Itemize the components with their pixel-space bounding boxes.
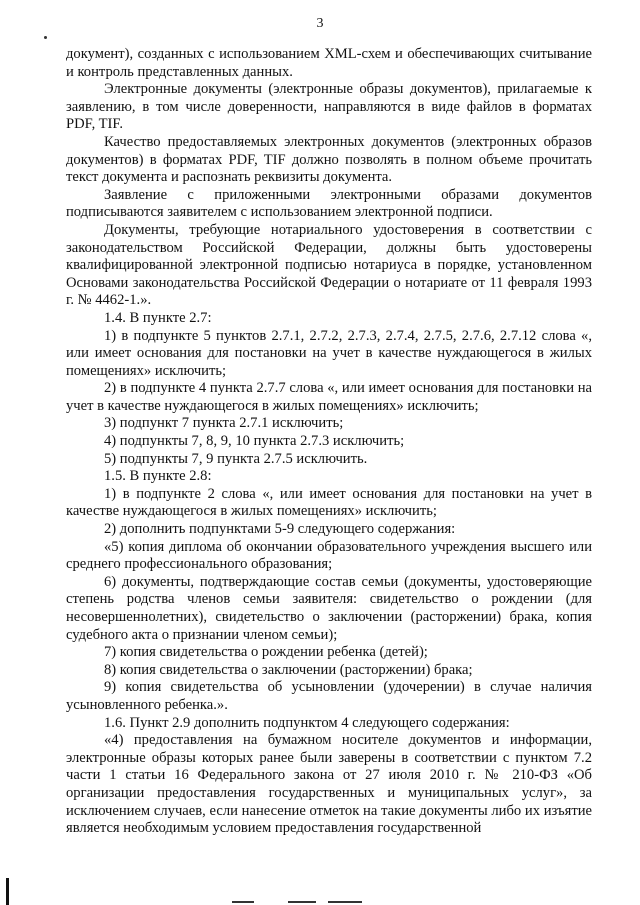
paragraph: 1.4. В пункте 2.7: — [104, 309, 212, 326]
paragraph: документ), созданных с использованием XML-схем и обеспечивающих считывание и контроль представленных данных. — [66, 46, 592, 80]
paragraph: Качество предоставляемых электронных документов (электронных образов документов) в форматах PDF, TIF должно позволять в полном объеме прочитать текст документа и распознать реквизиты документа. — [66, 133, 592, 186]
paragraph: Заявление с приложенными электронными образами документов подписываются заявителем с использованием электронной подписи. — [66, 186, 592, 221]
document-body — [66, 46, 592, 838]
paragraph: Электронные документы (электронные образы документов), прилагаемые к заявлению, в том числе доверенности, направляются в виде файлов в форматах PDF, TIF. — [66, 81, 592, 133]
scan-edge-mark — [6, 878, 9, 905]
paragraph: Документы, требующие нотариального удостоверения в соответствии с законодательством Российской Федерации, должны быть удостоверены квалифицированной электронной подписью нотариуса в порядке, установленном Основами законодательства Российской Федерации о нотариате от 11 февраля 1993 г. № 4462-1.». — [66, 221, 592, 309]
paragraph: 7) копия свидетельства о рождении ребенка (детей); — [104, 644, 428, 661]
paragraph: 6) документы, подтверждающие состав семьи (документы, удостоверяющие степень родства членов семьи заявителя: свидетельство о рождении (для несовершеннолетних), свидетельство о заключении (расторжении) брака, копия судебного акта о признании членом семьи); — [66, 573, 592, 643]
paragraph: 3) подпункт 7 пункта 2.7.1 исключить; — [104, 415, 344, 432]
paragraph: 4) подпункты 7, 8, 9, 10 пункта 2.7.3 исключить; — [104, 433, 405, 450]
paragraph: 1.5. В пункте 2.8: — [104, 468, 212, 485]
scan-bottom-marks — [232, 901, 362, 905]
paragraph: 2) дополнить подпунктами 5-9 следующего содержания: — [104, 521, 456, 538]
paragraph: 1) в подпункте 5 пунктов 2.7.1, 2.7.2, 2.7.3, 2.7.4, 2.7.5, 2.7.6, 2.7.12 слова «, или имеет основания для постановки на учет в качестве нуждающегося в жилых помещениях» исключить; — [66, 327, 592, 379]
scan-speck — [44, 36, 47, 39]
paragraph: 5) подпункты 7, 9 пункта 2.7.5 исключить. — [104, 450, 368, 467]
page-number: 3 — [316, 16, 324, 31]
paragraph: 1.6. Пункт 2.9 дополнить подпунктом 4 следующего содержания: — [104, 714, 510, 731]
paragraph: «4) предоставления на бумажном носителе документов и информации, электронные образы которых ранее были заверены в соответствии с пунктом 7.2 части 1 статьи 16 Федерального закона от 27 июля 2010 г. № 210-ФЗ «Об организации предоставления государственных и муниципальных услуг», за исключением случаев, если нанесение отметок на такие документы либо их изъятие является необходимым условием предоставления государственной — [66, 732, 592, 837]
paragraph: «5) копия диплома об окончании образовательного учреждения высшего или среднего профессионального образования; — [66, 538, 592, 573]
paragraph: 9) копия свидетельства об усыновлении (удочерении) в случае наличия усыновленного ребенка.». — [66, 679, 592, 713]
paragraph: 1) в подпункте 2 слова «, или имеет основания для постановки на учет в качестве нуждающегося в жилых помещениях» исключить; — [66, 485, 592, 520]
paragraph: 8) копия свидетельства о заключении (расторжении) брака; — [104, 661, 473, 678]
paragraph: 2) в подпункте 4 пункта 2.7.7 слова «, или имеет основания для постановки на учет в качестве нуждающегося в жилых помещениях» исключить; — [66, 380, 592, 414]
